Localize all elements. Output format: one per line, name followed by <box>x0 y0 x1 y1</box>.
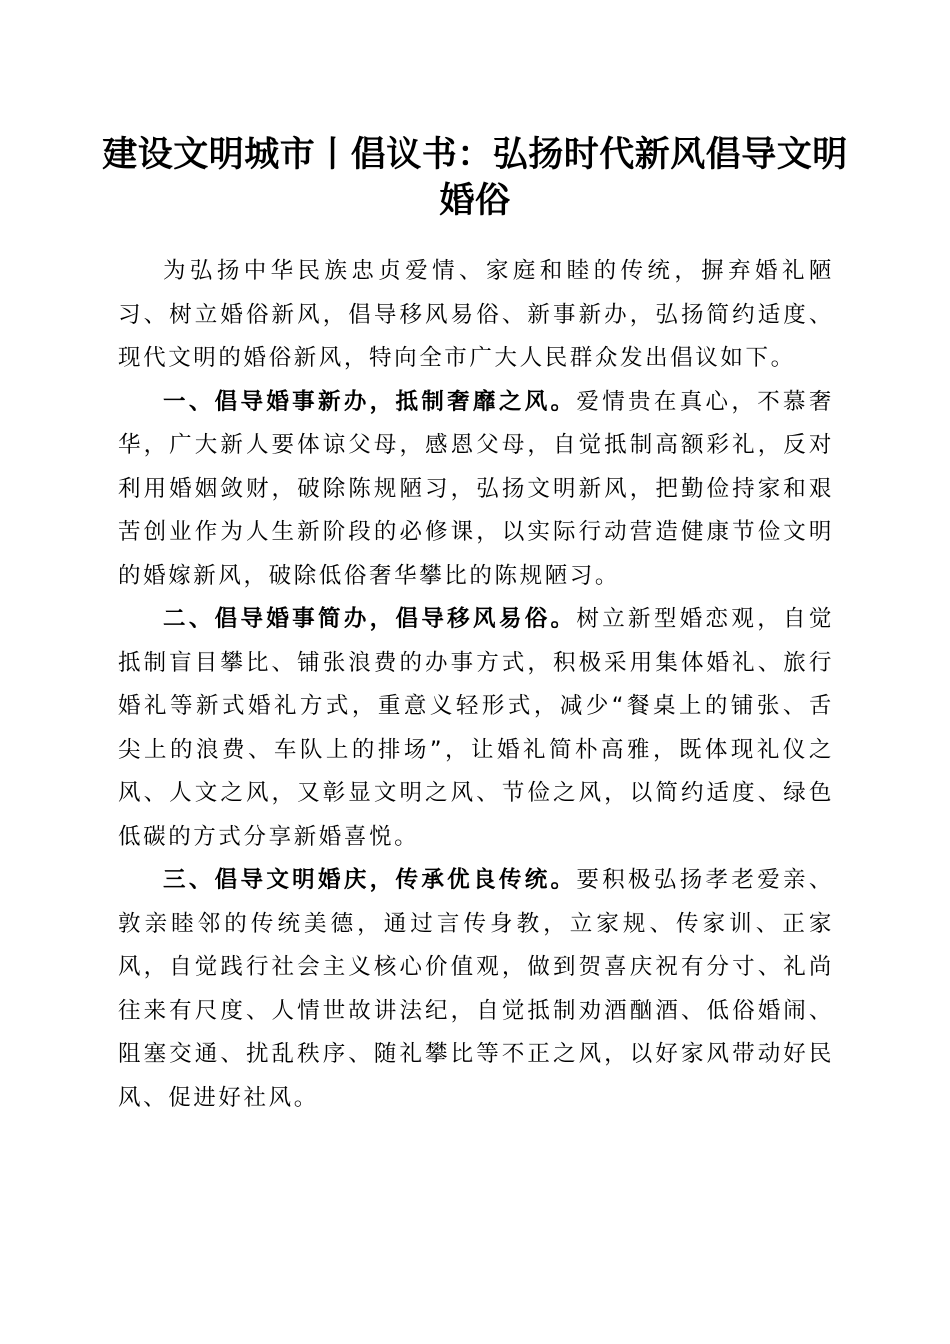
section-paragraph-1 <box>118 381 834 599</box>
section-text-3: 要积极弘扬孝老爱亲、敦亲睦邻的传统美德，通过言传身教，立家规、传家训、正家风，自觉践行社会主义核心价值观，做到贺喜庆祝有分寸、礼尚往来有尺度、人情世故讲法纪，自觉抵制劝酒酗酒、低俗婚闹、阻塞交通、扰乱秩序、随礼攀比等不正之风，以好家风带动好民风、促进好社风。 <box>118 867 834 1111</box>
section-paragraph-2 <box>118 598 834 859</box>
section-heading-3: 三、倡导文明婚庆，传承优良传统。 <box>163 867 577 893</box>
section-text-2: 树立新型婚恋观，自觉抵制盲目攀比、铺张浪费的办事方式，积极采用集体婚礼、旅行婚礼等新式婚礼方式，重意义轻形式，减少“餐桌上的铺张、舌尖上的浪费、车队上的排场”，让婚礼简朴高雅，既体现礼仪之风、人文之风，又彰显文明之风、节俭之风，以简约适度、绿色低碳的方式分享新婚喜悦。 <box>118 606 834 850</box>
intro-paragraph: 为弘扬中华民族忠贞爱情、家庭和睦的传统，摒弃婚礼陋习、树立婚俗新风，倡导移风易俗、新事新办，弘扬简约适度、现代文明的婚俗新风，特向全市广大人民群众发出倡议如下。 <box>118 258 834 371</box>
section-heading-1: 一、倡导婚事新办，抵制奢靡之风。 <box>163 388 577 415</box>
section-text-1: 爱情贵在真心，不慕奢华，广大新人要体谅父母，感恩父母，自觉抵制高额彩礼，反对利用婚姻敛财，破除陈规陋习，弘扬文明新风，把勤俭持家和艰苦创业作为人生新阶段的必修课，以实际行动营造健康节俭文明的婚嫁新风，破除低俗奢华攀比的陈规陋习。 <box>118 388 834 589</box>
section-heading-2: 二、倡导婚事简办，倡导移风易俗。 <box>163 606 577 632</box>
section-paragraph-3 <box>118 859 834 1120</box>
document-title: 建设文明城市丨倡议书：弘扬时代新风倡导文明婚俗 <box>102 134 848 221</box>
document-body <box>118 250 834 1120</box>
